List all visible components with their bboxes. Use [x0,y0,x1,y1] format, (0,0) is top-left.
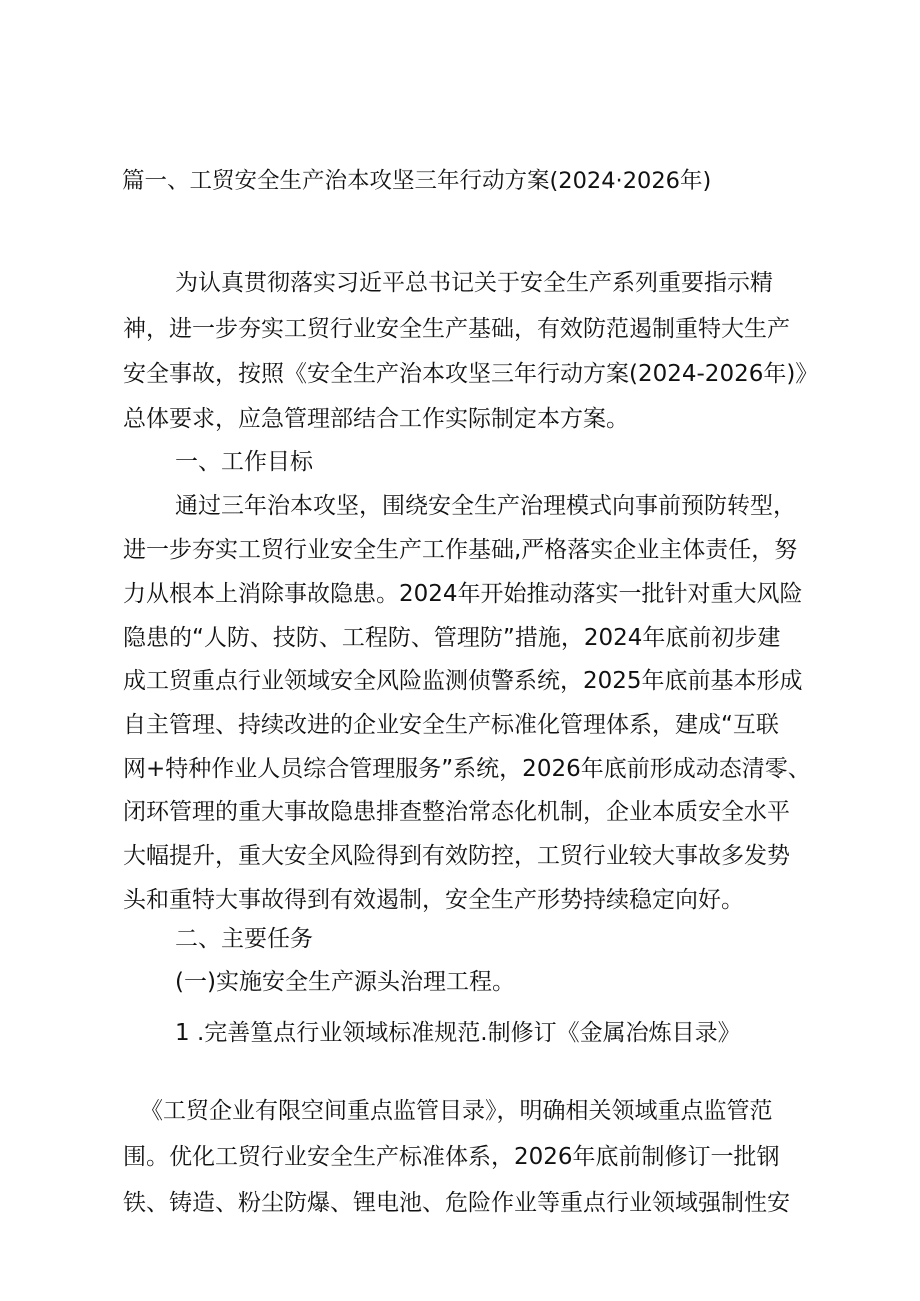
paragraph-line: 隐患的“人防、技防、工程防、管理防”措施，2024年底前初步建 [123,625,781,651]
paragraph-line: 总体要求，应急管理部结合工作实际制定本方案。 [123,406,629,432]
paragraph-line: 安全事故，按照《安全生产治本攻坚三年行动方案(2024-2026年)》 [123,361,819,387]
paragraph-line: 头和重特大事故得到有效遏制，安全生产形势持续稳定向好。 [123,887,744,913]
paragraph-line: 进一步夯实工贸行业安全生产工作基础,严格落实企业主体责任，努 [123,537,798,563]
paragraph-line: 铁、铸造、粉尘防爆、锂电池、危险作业等重点行业领域强制性安 [123,1190,790,1216]
paragraph-line: 《工贸企业有限空间重点监管目录》，明确相关领域重点监管范 [140,1098,773,1124]
paragraph-line: 围。优化工贸行业安全生产标准体系，2026年底前制修订一批钢 [123,1144,780,1170]
paragraph-line: 大幅提升，重大安全风险得到有效防控，工贸行业较大事故多发势 [123,843,790,869]
paragraph-line: 成工贸重点行业领域安全风险监测侦警系统，2025年底前基本形成 [123,668,803,694]
paragraph-line: 自主管理、持续改进的企业安全生产标准化管理体系，建成“互联 [123,712,779,738]
paragraph-line: 为认真贯彻落实习近平总书记关于安全生产系列重要指示精 [175,270,773,296]
paragraph-line: 闭环管理的重大事故隐患排查整治常态化机制，企业本质安全水平 [123,799,790,825]
paragraph-line: 通过三年治本攻坚，围绕安全生产治理模式向事前预防转型， [175,493,796,519]
section-heading-goals: 一、工作目标 [175,449,313,475]
paragraph-line: 力从根本上消除事故隐患。2024年开始推动落实一批针对重大风险 [123,581,803,607]
item-heading: 1 .完善篁点行业领域标准规范.制修订《金属冶炼目录》 [175,1020,741,1046]
section-heading-tasks: 二、主要任务 [175,926,313,952]
document-title: 篇一、工贸安全生产治本攻坚三年行动方案(2024·2026年) [122,168,712,194]
subsection-heading: (一)实施安全生产源头治理工程。 [175,969,515,995]
paragraph-line: 网+特种作业人员综合管理服务”系统，2026年底前形成动态清零、 [123,756,811,782]
paragraph-line: 神，进一步夯实工贸行业安全生产基础，有效防范遏制重特大生产 [123,316,790,342]
